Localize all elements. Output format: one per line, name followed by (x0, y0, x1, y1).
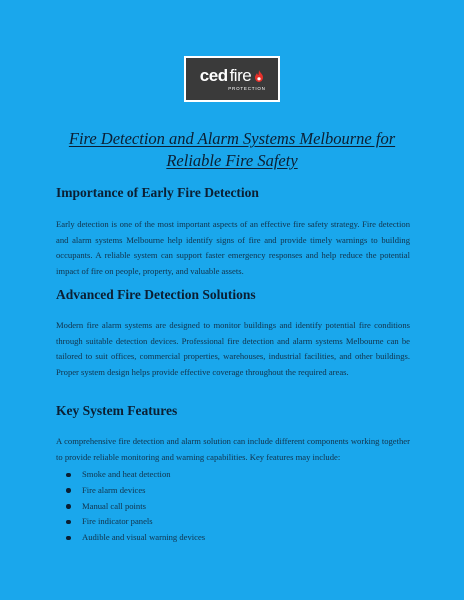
logo-wordmark (200, 67, 264, 84)
cedfire-logo (184, 56, 280, 102)
list-item-text: Fire indicator panels (82, 516, 153, 527)
list-item (56, 530, 205, 546)
logo-brand-light: fire (229, 66, 252, 85)
flame-icon (254, 70, 264, 82)
list-item (56, 483, 205, 499)
list-item-text: Audible and visual warning devices (82, 532, 206, 543)
section-key-features (56, 402, 410, 465)
section-body: Early detection is one of the most important aspects of an effective fire safety strategy. Fire detection and alarm systems Melbourne help identify signs of fire and provide timely warnings to building occupants. A reliable system can support faster emergency responses and help reduce the potential impact of fire on people, property, and valuable assets. (56, 219, 410, 276)
feature-list (56, 467, 205, 546)
bullet-icon (66, 504, 71, 509)
logo-tagline: PROTECTION (228, 86, 266, 91)
bullet-icon (66, 536, 71, 541)
list-item (56, 499, 205, 515)
list-item-text: Smoke and heat detection (82, 469, 171, 479)
section-heading: Advanced Fire Detection Solutions (56, 287, 256, 302)
section-heading: Importance of Early Fire Detection (56, 185, 259, 200)
bullet-icon (66, 473, 71, 478)
section-advanced-solutions (56, 286, 410, 380)
section-body: Modern fire alarm systems are designed to monitor buildings and identify potential fire conditions through suitable detection devices. Professional fire detection and alarm systems Melbourne can be tailored to suit offices, commercial properties, warehouses, industrial facilities, and other buildings. Proper system design helps provide effective coverage throughout the required areas. (56, 320, 410, 377)
section-early-detection (56, 184, 410, 279)
list-item-text: Fire alarm devices (82, 484, 146, 495)
section-body: A comprehensive fire detection and alarm solution can include different components working together to provide reliable monitoring and warning capabilities. Key features may include: (56, 436, 410, 462)
list-item (56, 514, 205, 530)
bullet-icon (66, 520, 71, 525)
section-heading: Key System Features (56, 403, 178, 418)
bullet-icon (66, 488, 71, 493)
list-item-text: Manual call points (82, 500, 146, 511)
logo-brand-bold: ced (199, 66, 228, 85)
page-title: Fire Detection and Alarm Systems Melbourne for Reliable Fire Safety (68, 129, 396, 170)
list-item (56, 467, 205, 483)
